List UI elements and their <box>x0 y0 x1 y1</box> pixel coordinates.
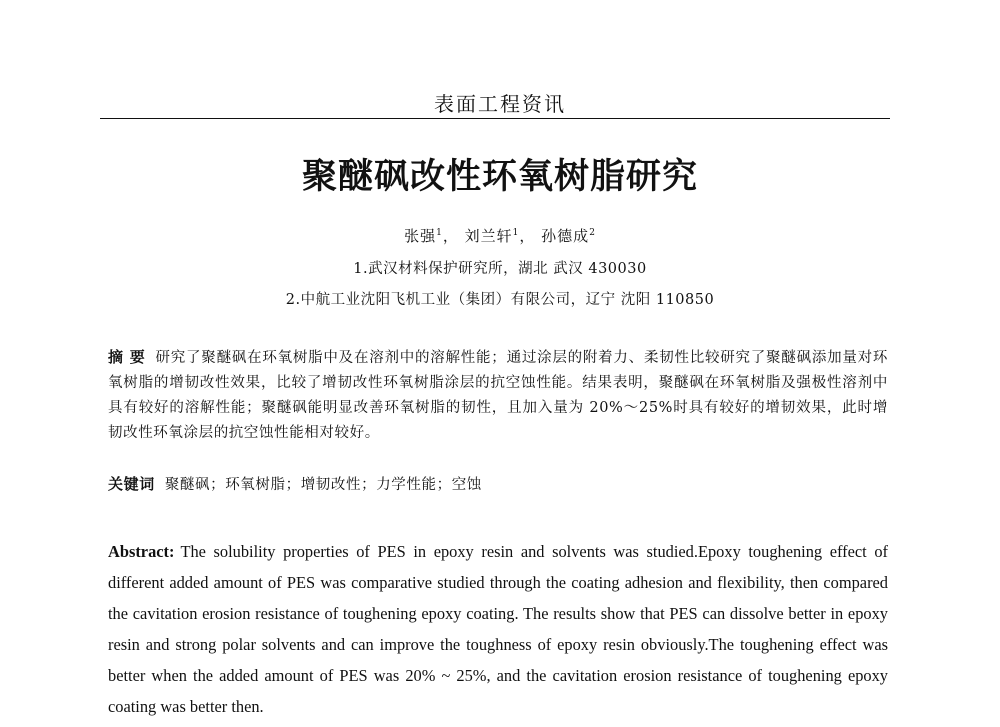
chinese-keywords <box>108 473 888 494</box>
author-affiliation-mark: 1 <box>436 228 443 238</box>
header-rule <box>100 118 890 119</box>
author-affiliation-mark: 1 <box>512 228 520 238</box>
paper-title: 聚醚砜改性环氧树脂研究 <box>301 157 698 197</box>
author-separator: ， <box>519 227 536 245</box>
journal-section-header: 表面工程资讯 <box>434 92 566 116</box>
author-affiliation-mark: 2 <box>589 228 596 238</box>
author-name: 孙德成 <box>541 227 590 245</box>
author-separator: ， <box>442 227 459 245</box>
keywords-text: 聚醚砜；环氧树脂；增韧改性；力学性能；空蚀 <box>164 477 482 493</box>
english-abstract <box>108 536 888 722</box>
english-abstract-text: The solubility properties of PES in epoxy resin and solvents was studied.Epoxy toughening effect of different added amount of PES was comparative studied through the coating adhesion and flexibility, then compared the cavitation erosion resistance of toughening epoxy coating. The results show that PES can dissolve better in epoxy resin and strong polar solvents and can improve the toughness of epoxy resin obviously.The toughening effect was better when the added amount of PES was 20% ~ 25%, and the cavitation erosion resistance of toughening epoxy coating was better then. <box>108 542 888 716</box>
affiliation-1: 1.武汉材料保护研究所，湖北 武汉 430030 <box>353 261 647 277</box>
keywords-label: 关键词 <box>108 475 155 493</box>
chinese-abstract <box>108 345 888 446</box>
author-list <box>0 225 1000 246</box>
affiliation-2: 2.中航工业沈阳飞机工业（集团）有限公司，辽宁 沈阳 110850 <box>285 292 715 308</box>
chinese-abstract-label: 摘 要 <box>108 348 146 366</box>
author-name: 刘兰轩 <box>464 227 513 245</box>
chinese-abstract-text: 研究了聚醚砜在环氧树脂中及在溶剂中的溶解性能；通过涂层的附着力、柔韧性比较研究了聚醚砜添加量对环氧树脂的增韧改性效果，比较了增韧改性环氧树脂涂层的抗空蚀性能。结果表明，聚醚砜在环氧树脂及强极性溶剂中具有较好的溶解性能；聚醚砜能明显改善环氧树脂的韧性，且加入量为 20%～25%时具有较好的增韧效果，此时增韧改性环氧涂层的抗空蚀性能相对较好。 <box>108 350 888 441</box>
author-name: 张强 <box>404 227 437 245</box>
english-abstract-label: Abstract: <box>108 542 175 561</box>
